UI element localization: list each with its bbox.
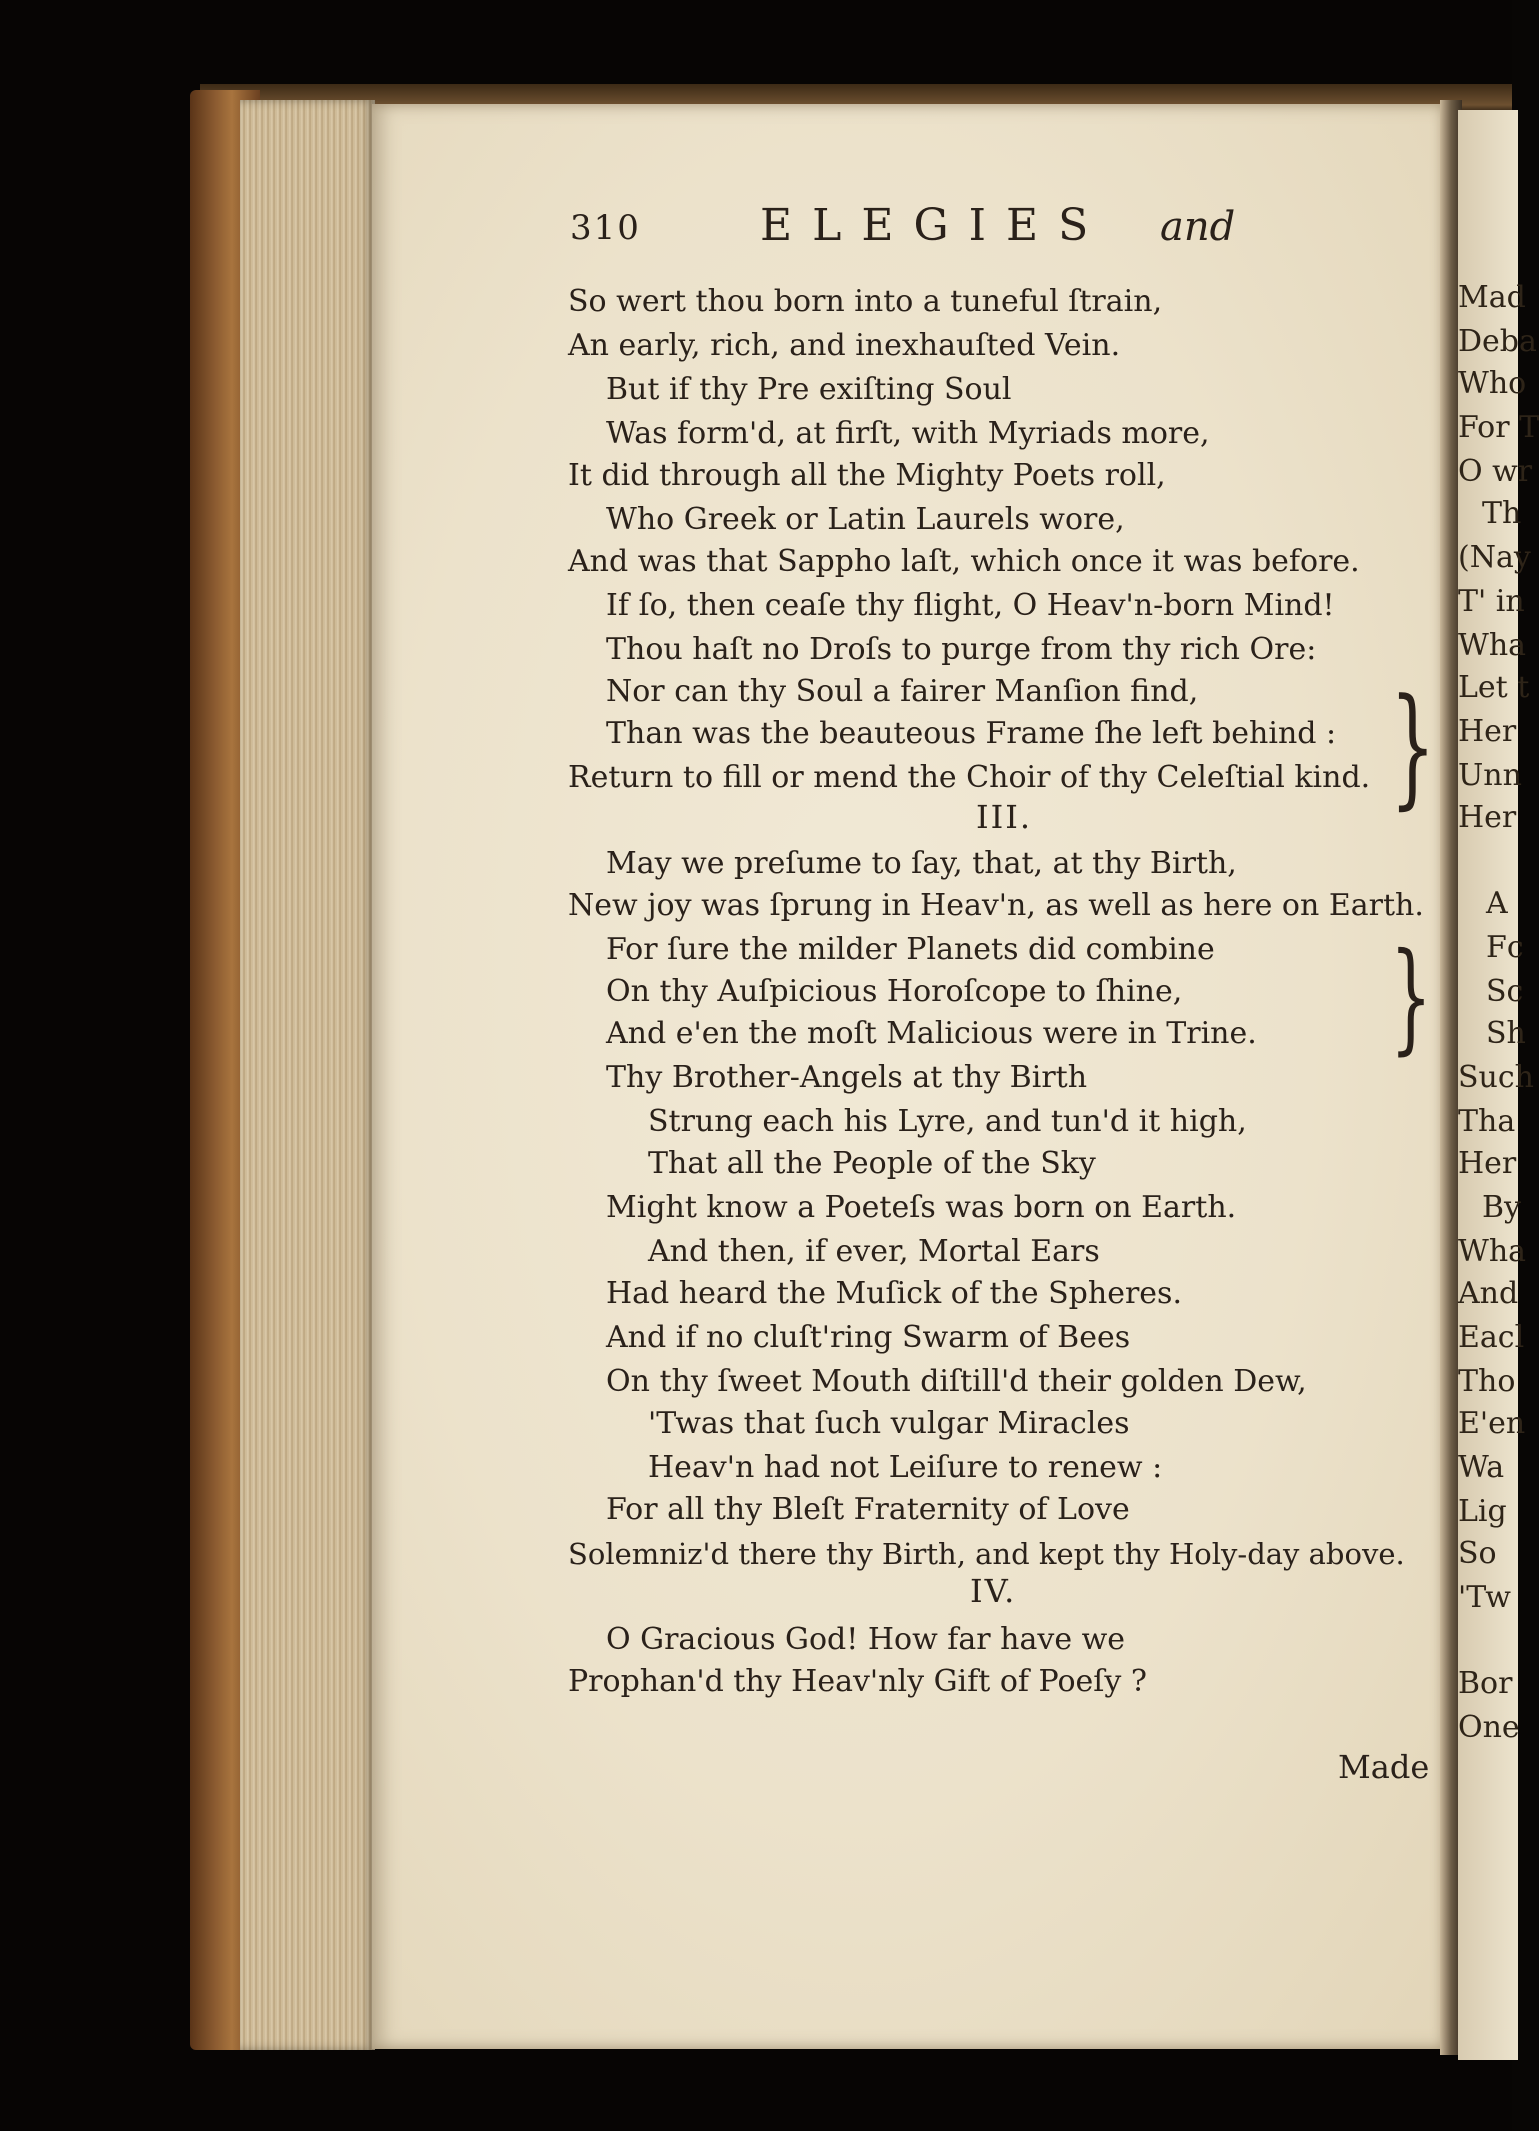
facing-line: Such <box>1458 1060 1534 1095</box>
section-numeral-iii: III. <box>976 798 1033 836</box>
verse-line: New joy was ſprung in Heav'n, as well as here on Earth. <box>568 888 1424 923</box>
verse-line: O Gracious God! How far have we <box>606 1622 1126 1657</box>
verse-line: Heav'n had not Leiſure to renew : <box>648 1450 1163 1485</box>
facing-line: Her <box>1458 800 1517 835</box>
verse-line: Nor can thy Soul a fairer Manſion find, <box>606 674 1199 709</box>
verse-line: And then, if ever, Mortal Ears <box>648 1234 1100 1269</box>
facing-line: Bor <box>1458 1666 1513 1701</box>
facing-line: And <box>1458 1276 1519 1311</box>
facing-line: For T <box>1458 410 1539 445</box>
verse-line: Who Greek or Latin Laurels wore, <box>606 502 1125 537</box>
facing-line: Th <box>1482 496 1522 531</box>
verse-line: Thy Brother-Angels at thy Birth <box>606 1060 1088 1095</box>
verse-line: Strung each his Lyre, and tun'd it high, <box>648 1104 1247 1139</box>
page-edges <box>240 100 375 2050</box>
verse-line: Solemniz'd there thy Birth, and kept thy Holy-day above. <box>568 1537 1405 1571</box>
verse-line: And e'en the moſt Malicious were in Trine. <box>606 1016 1257 1051</box>
verse-line: Return to fill or mend the Choir of thy Celeſtial kind. <box>568 760 1371 795</box>
verse-line: So wert thou born into a tuneful ſtrain, <box>568 284 1163 319</box>
section-numeral-iv: IV. <box>970 1572 1017 1610</box>
facing-line: Sc <box>1486 974 1524 1009</box>
verse-line: Than was the beauteous Frame ſhe left behind : <box>606 716 1337 751</box>
running-title: ELEGIES <box>760 200 1109 251</box>
verse-line: That all the People of the Sky <box>648 1146 1096 1181</box>
facing-line: Wha <box>1458 1234 1527 1269</box>
facing-line: Who <box>1458 366 1527 401</box>
verse-line: For all thy Bleſt Fraternity of Love <box>606 1492 1130 1527</box>
verse-line: Had heard the Muſick of the Spheres. <box>606 1276 1182 1311</box>
facing-line: O wr <box>1458 454 1533 489</box>
facing-line: Mad <box>1458 280 1526 315</box>
verse-line: For ſure the milder Planets did combine <box>606 932 1215 967</box>
verse-line: Prophan'd thy Heav'nly Gift of Poeſy ? <box>568 1664 1147 1699</box>
facing-line: Wa <box>1458 1450 1505 1485</box>
facing-line: (Nay <box>1458 540 1531 575</box>
verse-line: On thy Auſpicious Horoſcope to ſhine, <box>606 974 1183 1009</box>
verse-line: Might know a Poeteſs was born on Earth. <box>606 1190 1237 1225</box>
facing-page <box>1458 110 1539 2060</box>
facing-line: Let t <box>1458 670 1530 705</box>
verse-line: May we preſume to ſay, that, at thy Birth, <box>606 846 1237 881</box>
facing-line: T' in <box>1458 584 1525 619</box>
verse-line: Thou haſt no Droſs to purge from thy rich Ore: <box>606 632 1317 667</box>
facing-line: A <box>1486 886 1508 921</box>
facing-line: Eacl <box>1458 1320 1525 1355</box>
facing-line: Wha <box>1458 628 1527 663</box>
triplet-brace: } <box>1390 670 1436 822</box>
facing-line: Tho <box>1458 1364 1516 1399</box>
verse-line: 'Twas that ſuch vulgar Miracles <box>648 1406 1130 1441</box>
verse-line: An early, rich, and inexhauſted Vein. <box>568 328 1121 363</box>
running-title-suffix: and <box>1160 204 1236 250</box>
facing-line: By <box>1482 1190 1521 1225</box>
verse-line: And was that Sappho laſt, which once it was before. <box>568 544 1360 579</box>
facing-line: Sh <box>1486 1016 1526 1051</box>
verse-line: On thy ſweet Mouth diſtill'd their golden Dew, <box>606 1364 1307 1399</box>
verse-line: And if no cluſt'ring Swarm of Bees <box>606 1320 1131 1355</box>
facing-line: Deba <box>1458 324 1537 359</box>
facing-line: Her <box>1458 714 1517 749</box>
facing-line: 'Tw <box>1458 1580 1511 1615</box>
facing-line: So <box>1458 1536 1497 1571</box>
catchword: Made <box>1338 1748 1430 1786</box>
facing-line: Unn <box>1458 758 1522 793</box>
verse-line: Was form'd, at firſt, with Myriads more, <box>606 416 1210 451</box>
facing-line: Fc <box>1486 930 1524 965</box>
triplet-brace: } <box>1390 928 1432 1067</box>
verse-line: It did through all the Mighty Poets roll, <box>568 458 1166 493</box>
page-number: 310 <box>570 208 641 248</box>
facing-line: E'en <box>1458 1406 1526 1441</box>
facing-line: Lig <box>1458 1494 1507 1529</box>
facing-line: One <box>1458 1710 1520 1745</box>
facing-line: Her <box>1458 1146 1517 1181</box>
verse-line: But if thy Pre exiſting Soul <box>606 372 1012 407</box>
facing-line: Tha <box>1458 1104 1516 1139</box>
verse-line: If ſo, then ceaſe thy flight, O Heav'n-born Mind! <box>606 588 1335 623</box>
